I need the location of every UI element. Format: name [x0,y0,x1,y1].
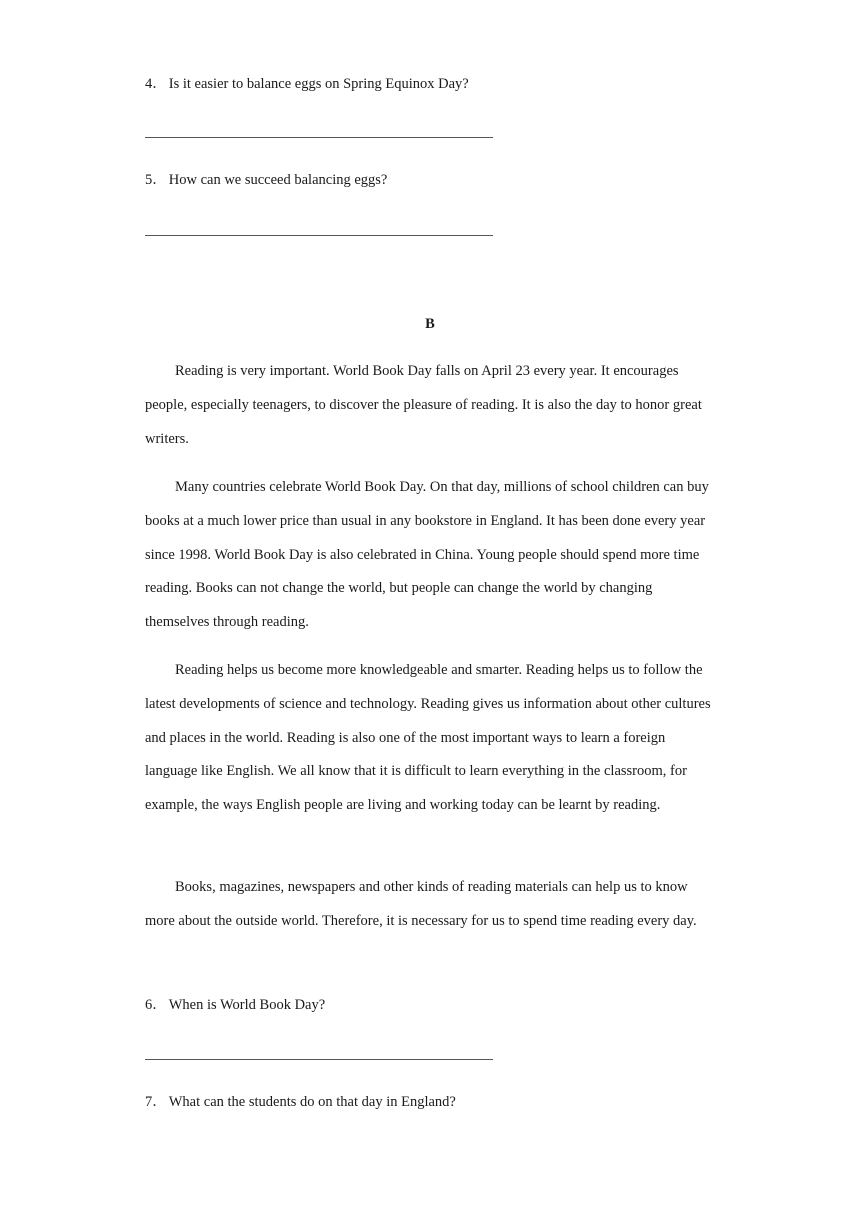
question-text: What can the students do on that day in England? [168,1094,456,1110]
question-text: Is it easier to balance eggs on Spring Equinox Day? [168,76,469,92]
passage-paragraph-4: Books, magazines, newspapers and other kinds of reading materials can help us to know more about the outside world. Therefore, it is necessary for us to spend time reading every day. [145,879,697,929]
answer-line-5[interactable] [145,235,493,236]
answer-line-4[interactable] [145,137,493,138]
question-text: When is World Book Day? [168,997,326,1013]
question-number: 4． [145,76,167,92]
question-number: 5． [145,172,167,188]
passage-paragraph-1: Reading is very important. World Book Day falls on April 23 every year. It encourages people, especially teenagers, to discover the pleasure of reading. It is also the day to honor great writers. [145,363,702,447]
question-text: How can we succeed balancing eggs? [168,172,388,188]
question-5 [145,170,387,190]
passage-paragraph-3: Reading helps us become more knowledgeable and smarter. Reading helps us to follow the latest developments of science and technology. Reading gives us information about other cultures and places in the world. Reading is also one of the most important ways to learn a foreign language like English. We all know that it is difficult to learn everything in the classroom, for example, the ways English people are living and working today can be learnt by reading. [145,662,711,814]
question-4 [145,74,469,94]
question-number: 6． [145,997,167,1013]
passage-paragraph-2: Many countries celebrate World Book Day. On that day, millions of school children can buy books at a much lower price than usual in any bookstore in England. It has been done every year since 1998. World Book Day is also celebrated in China. Young people should spend more time reading. Books can not change the world, but people can change the world by changing themselves through reading. [145,479,709,631]
section-title: B [425,316,435,332]
question-6 [145,995,325,1015]
answer-line-6[interactable] [145,1059,493,1060]
question-7 [145,1092,456,1112]
question-number: 7． [145,1094,167,1110]
